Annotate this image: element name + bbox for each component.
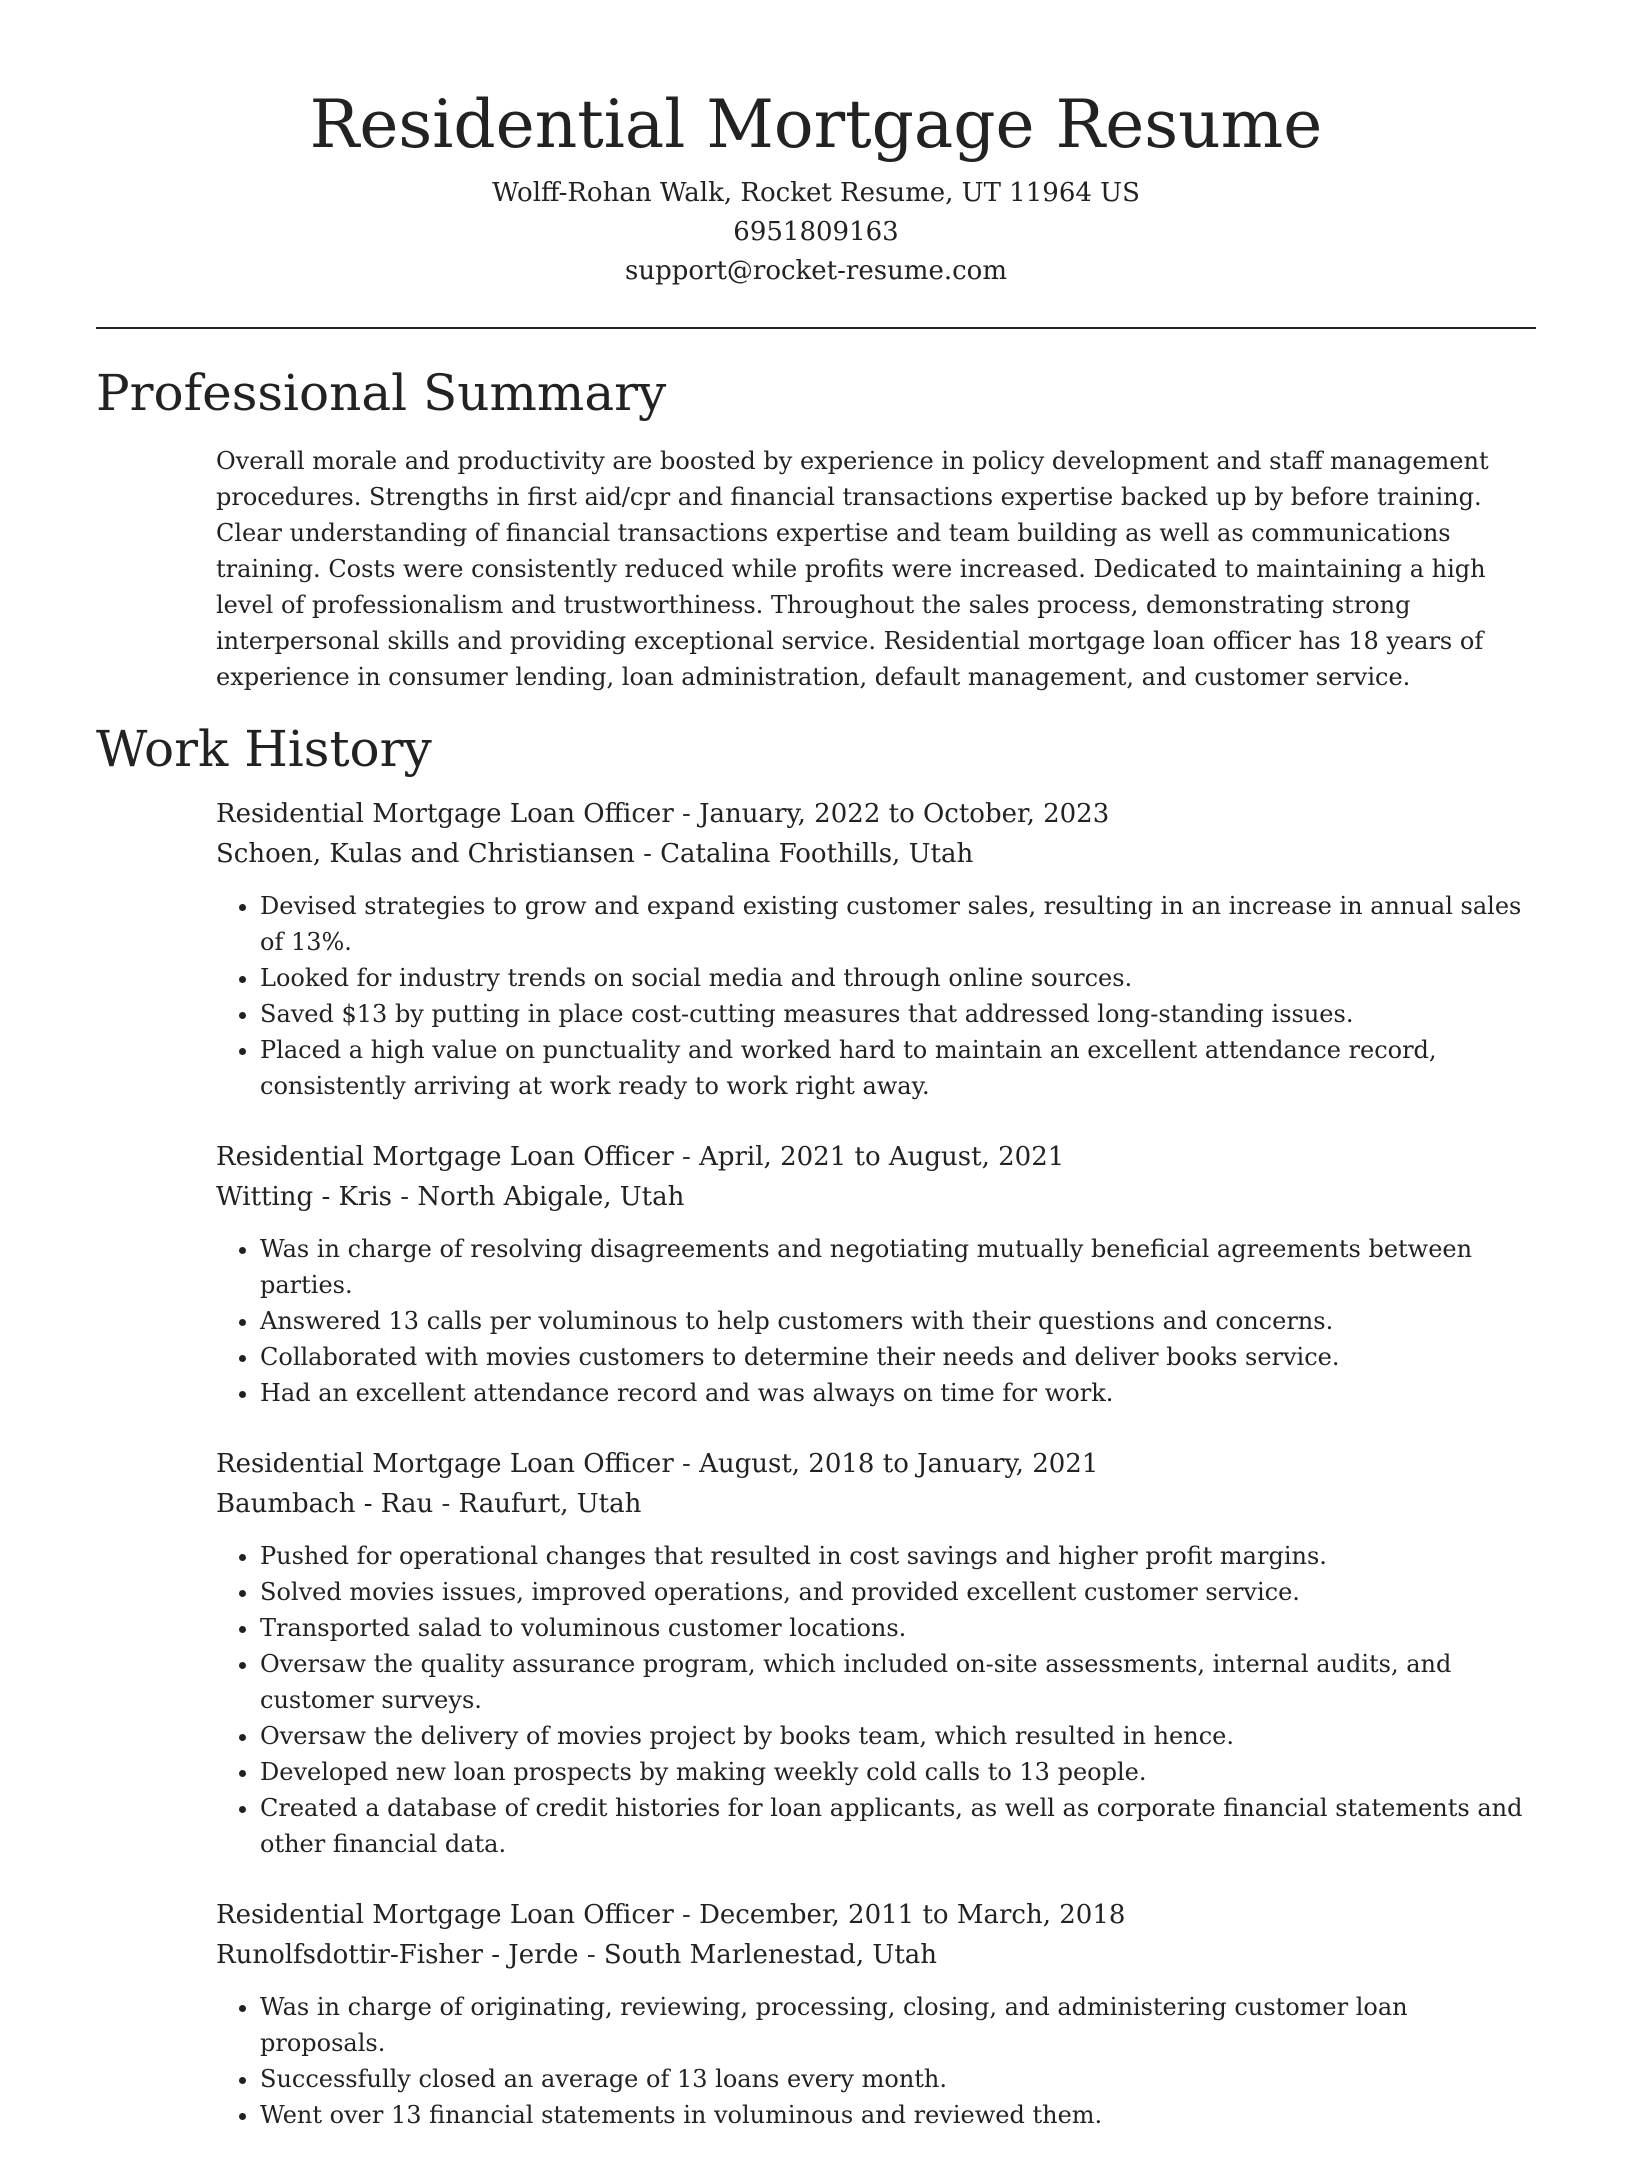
job-dates: April, 2021 to August, 2021	[699, 1142, 1065, 1172]
job-entry	[216, 1445, 1536, 1862]
job-bullet: • Pushed for operational changes that resulted in cost savings and higher profit margins.	[260, 1538, 1536, 1574]
job-location: Catalina Foothills, Utah	[660, 839, 974, 869]
job-bullets	[216, 1538, 1536, 1862]
job-title-line	[216, 1445, 1536, 1484]
job-company: Baumbach - Rau	[216, 1489, 434, 1519]
summary-heading: Professional Summary	[96, 364, 667, 422]
job-bullet: • Went over 13 financial statements in voluminous and reviewed them.	[260, 2097, 1536, 2133]
job-bullet: • Answered 13 calls per voluminous to help customers with their questions and concerns.	[260, 1303, 1536, 1339]
job-separator: -	[673, 1142, 700, 1172]
job-separator: -	[392, 1182, 418, 1212]
job-title: Residential Mortgage Loan Officer	[216, 1142, 674, 1172]
contact-email[interactable]: support@rocket-resume.com	[624, 256, 1007, 286]
job-dates: December, 2011 to March, 2018	[699, 1900, 1126, 1930]
job-location: North Abigale, Utah	[417, 1182, 685, 1212]
job-title-line	[216, 795, 1536, 834]
job-separator: -	[673, 1449, 700, 1479]
job-bullet: • Collaborated with movies customers to determine their needs and deliver books service.	[260, 1339, 1536, 1375]
job-company: Witting - Kris	[216, 1182, 393, 1212]
job-dates: August, 2018 to January, 2021	[699, 1449, 1099, 1479]
contact-phone: 6951809163	[733, 217, 899, 247]
job-bullets	[216, 1231, 1536, 1411]
job-separator: -	[578, 1940, 604, 1970]
resume-title: Residential Mortgage Resume	[309, 86, 1323, 163]
job-entry	[216, 1138, 1536, 1411]
job-separator: -	[433, 1489, 459, 1519]
job-bullet: • Placed a high value on punctuality and worked hard to maintain an excellent attendance record, consistently arriving at work ready to work right away.	[260, 1032, 1536, 1104]
job-bullet: • Transported salad to voluminous customer locations.	[260, 1610, 1536, 1646]
contact-block	[96, 174, 1536, 291]
job-separator: -	[634, 839, 661, 869]
work-history-list	[216, 795, 1536, 2133]
job-company-line	[216, 1485, 1536, 1524]
job-bullet: • Looked for industry trends on social media and through online sources.	[260, 960, 1536, 996]
job-title: Residential Mortgage Loan Officer	[216, 1449, 674, 1479]
job-entry	[216, 795, 1536, 1104]
job-title-line	[216, 1896, 1536, 1935]
job-dates: January, 2022 to October, 2023	[699, 799, 1110, 829]
job-separator: -	[673, 799, 700, 829]
job-bullet: • Was in charge of originating, reviewing, processing, closing, and administering customer loan proposals.	[260, 1989, 1536, 2061]
job-bullet: • Oversaw the quality assurance program, which included on-site assessments, internal audits, and customer surveys.	[260, 1646, 1536, 1718]
job-bullets	[216, 888, 1536, 1104]
job-company-line	[216, 1178, 1536, 1217]
job-bullet: • Solved movies issues, improved operations, and provided excellent customer service.	[260, 1574, 1536, 1610]
job-entry	[216, 1896, 1536, 2133]
job-bullet: • Developed new loan prospects by making weekly cold calls to 13 people.	[260, 1754, 1536, 1790]
job-bullet: • Had an excellent attendance record and was always on time for work.	[260, 1375, 1536, 1411]
job-title-line	[216, 1138, 1536, 1177]
job-company: Runolfsdottir-Fisher - Jerde	[216, 1940, 579, 1970]
job-bullet: • Successfully closed an average of 13 loans every month.	[260, 2061, 1536, 2097]
resume-header	[96, 0, 1536, 291]
job-company-line	[216, 835, 1536, 874]
job-company: Schoen, Kulas and Christiansen	[216, 839, 635, 869]
job-bullet: • Was in charge of resolving disagreements and negotiating mutually beneficial agreements between parties.	[260, 1231, 1536, 1303]
contact-address: Wolff-Rohan Walk, Rocket Resume, UT 11964 US	[492, 178, 1140, 208]
summary-text: Overall morale and productivity are boosted by experience in policy development and staff management procedures. Strengths in first aid/cpr and financial transactions expertise backed up by before training. Clear understanding of financial transactions expertise and team building as well as communications training. Costs were consistently reduced while profits were increased. Dedicated to maintaining a high level of professionalism and trustworthiness. Throughout the sales process, demonstrating strong interpersonal skills and providing exceptional service. Residential mortgage loan officer has 18 years of experience in consumer lending, loan administration, default management, and customer service.	[216, 447, 1489, 691]
work-history-heading: Work History	[96, 720, 432, 778]
job-bullet: • Oversaw the delivery of movies project by books team, which resulted in hence.	[260, 1718, 1536, 1754]
job-bullet: • Created a database of credit histories for loan applicants, as well as corporate financial statements and other financial data.	[260, 1790, 1536, 1862]
job-bullets	[216, 1989, 1536, 2133]
header-divider	[96, 327, 1536, 329]
job-company-line	[216, 1936, 1536, 1975]
job-title: Residential Mortgage Loan Officer	[216, 799, 674, 829]
job-location: South Marlenestad, Utah	[603, 1940, 938, 1970]
job-separator: -	[673, 1900, 700, 1930]
job-bullet: • Saved $13 by putting in place cost-cutting measures that addressed long-standing issues.	[260, 996, 1536, 1032]
job-title: Residential Mortgage Loan Officer	[216, 1900, 674, 1930]
job-location: Raufurt, Utah	[458, 1489, 642, 1519]
resume-page	[96, 0, 1536, 2167]
job-bullet: • Devised strategies to grow and expand existing customer sales, resulting in an increase in annual sales of 13%.	[260, 888, 1536, 960]
